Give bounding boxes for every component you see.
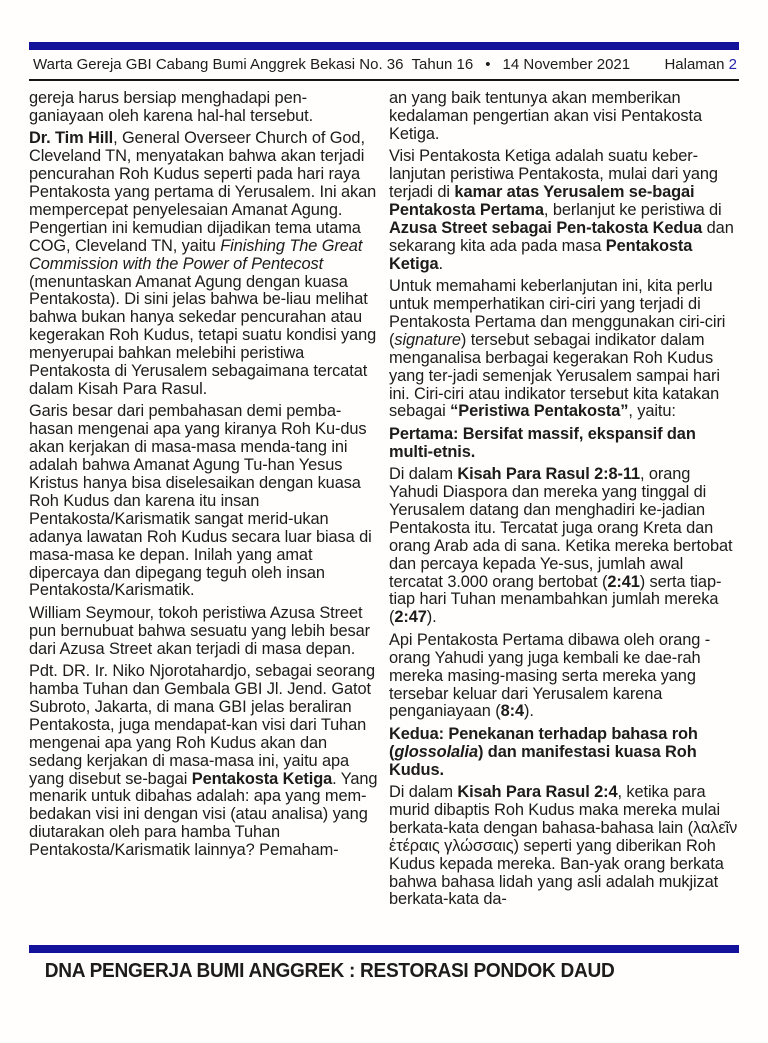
text-run: Untuk memahami keberlanjutan ini, kita perlu untuk memperhatikan ciri-ciri yang terjadi di Pentakosta Pertama dan menggunakan ciri-ciri ( — [389, 277, 726, 349]
paragraph — [389, 784, 739, 909]
paragraph — [29, 403, 379, 600]
text-run: (menuntaskan Amanat Agung dengan kuasa Pentakosta). Di sini jelas bahwa be-liau melihat bahwa bukan hanya sekedar pencurahan atau kegerakan Roh Kudus, tetapi suatu kondisi yang menyerupai bahkan melebihi peristiwa Pentakosta di Yerusalem sebagaimana tercatat dalam Kisah Para Rasul. — [29, 272, 377, 398]
text-run: , yaitu: — [628, 402, 676, 421]
text-run: 8:4 — [500, 702, 524, 721]
text-run: ). — [524, 702, 534, 721]
footer-accent-bar — [29, 945, 739, 953]
issue-date: 14 November 2021 — [502, 56, 631, 73]
newsletter-page — [0, 42, 768, 1043]
page-number-label: Halaman — [664, 56, 725, 73]
newsletter-title — [33, 56, 630, 73]
text-run: ) serta tiap-tiap hari Tuhan menambahkan jumlah mereka ( — [389, 572, 722, 627]
paragraph — [389, 632, 739, 722]
section-heading — [389, 426, 739, 462]
text-run: Di dalam — [389, 465, 458, 484]
paragraph — [389, 278, 739, 421]
text-run: , General Overseer Church of God, Cleveland TN, menyatakan bahwa akan terjadi pencurahan Roh Kudus seperti pada hari raya Pentakosta yang pertama di Yerusalem. Ini akan mempercepat penyelesaian Amanat Agung. Pengertian ini kemudian dijadikan tema utama COG, Cleveland TN, yaitu — [29, 129, 377, 255]
text-run: gereja harus bersiap menghadapi pen-ganiayaan oleh karena hal-hal tersebut. — [29, 89, 314, 125]
footer-motto: DNA PENGERJA BUMI ANGGREK : RESTORASI PONDOK DAUD — [44, 959, 615, 982]
text-run: Pentakosta Ketiga — [191, 769, 333, 788]
paragraph — [29, 663, 379, 860]
text-run: William Seymour, tokoh peristiwa Azusa Street pun bernubuat bahwa sesuatu yang lebih besar dari Azusa Street akan terjadi di masa depan. — [29, 603, 370, 658]
text-run: ) tersebut sebagai indikator dalam menganalisa berbagai kegerakan Roh Kudus yang ter-jadi semenjak Yerusalem sampai hari ini. Ciri-ciri atau indikator tersebut kita katakan sebagai — [389, 330, 720, 421]
text-run: Finishing The Great Commission with the Power of Pentecost — [29, 236, 363, 273]
masthead-row — [29, 50, 739, 73]
text-run: kamar atas Yerusalem se-bagai Pentakosta Pertama — [389, 183, 695, 219]
text-run: Pertama: Bersifat massif, ekspansif dan multi-etnis. — [389, 424, 696, 461]
section-heading — [389, 726, 739, 780]
text-run: “Peristiwa Pentakosta” — [450, 402, 629, 421]
text-run: . — [438, 254, 443, 273]
text-run: . Yang menarik untuk dibahas adalah: apa yang mem-bedakan visi ini dengan visi (atau analisa) yang diutarakan oleh para hamba Tuhan Pentakosta/Karismatik lainnya? Pemaham- — [29, 769, 378, 860]
paragraph — [389, 466, 739, 627]
column-left — [29, 90, 379, 945]
text-run: Di dalam — [389, 783, 458, 802]
paragraph — [29, 605, 379, 659]
text-run: Kisah Para Rasul 2:8-11 — [457, 465, 640, 484]
page-number — [664, 56, 737, 73]
page-header — [29, 42, 739, 81]
page-number-value: 2 — [728, 56, 737, 73]
page-footer — [29, 945, 739, 983]
text-run: Garis besar dari pembahasan demi pemba-hasan mengenai apa yang kiranya Roh Ku-dus akan kerjakan di masa-masa menda-tang ini adalah bahwa Amanat Agung Tu-han Yesus Kristus hanya bisa diselesaikan dengan kuasa Roh Kudus dan karena itu insan Pentakosta/Karismatik sangat merid-ukan adanya lawatan Roh Kudus secara luar biasa di masa-masa ke depan. Inilah yang amat dipercaya dan dipegang teguh oleh insan Pentakosta/Karismatik. — [29, 402, 372, 600]
text-run: Api Pentakosta Pertama dibawa oleh orang -orang Yahudi yang juga kembali ke dae-rah mereka masing-masing serta mereka yang tersebar keluar dari Yerusalem karena penganiayaan ( — [389, 630, 711, 721]
text-run: ) dan manifestasi kuasa Roh Kudus. — [389, 742, 697, 779]
paragraph — [389, 148, 739, 273]
text-run: Pdt. DR. Ir. Niko Njorotahardjo, sebagai seorang hamba Tuhan dan Gembala GBI Jl. Jend. Gatot Subroto, Jakarta, di mana GBI jelas beraliran Pentakosta, juga mendapat-kan visi dari Tuhan mengenai apa yang Roh Kudus akan dan sedang kerjakan di masa-masa ini, yaitu apa yang disebut se-bagai — [29, 662, 375, 788]
text-run: 2:47 — [394, 608, 427, 627]
paragraph — [389, 90, 739, 144]
text-run: Visi Pentakosta Ketiga adalah suatu keber-lanjutan peristiwa Pentakosta, mulai dari yang terjadi di — [389, 147, 718, 202]
paragraph — [29, 90, 379, 126]
column-right — [389, 90, 739, 945]
text-run: glossolalia — [394, 742, 478, 761]
text-run: 2:41 — [607, 572, 640, 591]
text-run: an yang baik tentunya akan memberikan kedalaman pengertian akan visi Pentakosta Ketiga. — [389, 89, 702, 143]
text-run: , berlanjut ke peristiwa di — [543, 200, 722, 219]
issue-title: Warta Gereja GBI Cabang Bumi Anggrek Bekasi No. 36 Tahun 16 — [33, 56, 474, 73]
text-run: Kisah Para Rasul 2:4 — [457, 783, 618, 802]
paragraph — [29, 130, 379, 399]
text-run: , orang Yahudi Diaspora dan mereka yang tinggal di Yerusalem datang dan menghadiri ke-jadian Pentakosta itu. Tercatat juga orang Kreta dan orang Arab ada di sana. Ketika mereka bertobat dan percaya kepada Ye-sus, jumlah awal tercatat 3.000 orang bertobat ( — [389, 465, 733, 591]
text-run: Kedua: Penekanan terhadap bahasa roh ( — [389, 724, 698, 761]
text-run: ). — [426, 608, 437, 627]
top-accent-bar — [29, 42, 739, 50]
text-run: Dr. Tim Hill — [29, 129, 114, 148]
text-run: dan sekarang kita ada pada masa — [389, 218, 734, 255]
article-body — [29, 81, 739, 945]
bullet-separator: • — [485, 56, 491, 73]
text-run: , ketika para murid dibaptis Roh Kudus maka mereka mulai berkata-kata dengan bahasa-bahasa lain (λαλεῖν ἑτέραις γλώσσαις) seperti yang diberikan Roh Kudus kepada mereka. Ban-yak orang berkata bahwa bahasa lidah yang asli adalah mukjizat berkata-kata da- — [389, 783, 738, 909]
text-run: signature — [394, 330, 461, 349]
text-run: Azusa Street sebagai Pen-takosta Kedua — [389, 218, 703, 237]
text-run: Pentakosta Ketiga — [389, 236, 693, 273]
